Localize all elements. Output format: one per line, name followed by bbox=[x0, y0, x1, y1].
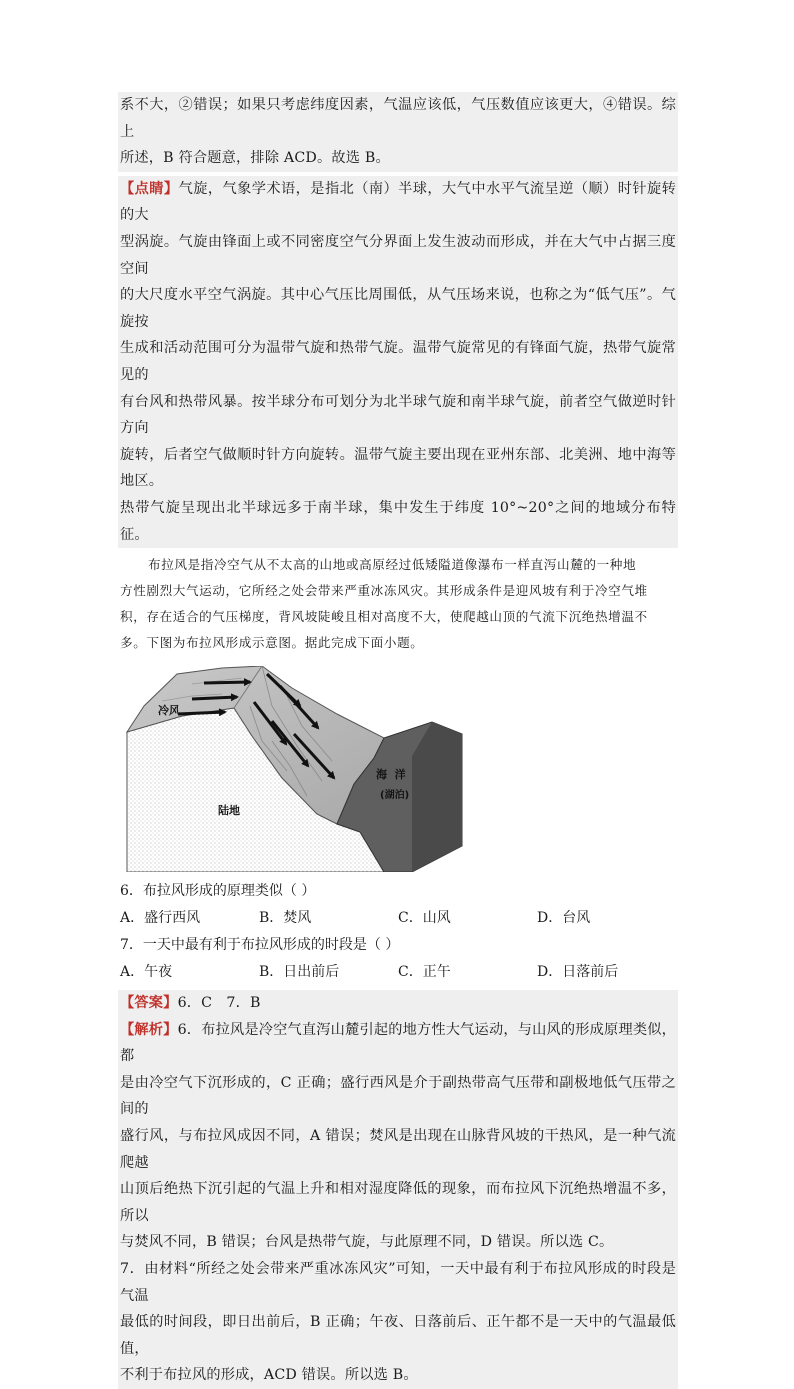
intro-block bbox=[118, 92, 678, 172]
option-d: D．台风 bbox=[537, 910, 591, 927]
option-d: D．日落前后 bbox=[537, 964, 619, 981]
intro-line: 所述，B 符合题意，排除 ACD。故选 B。 bbox=[120, 150, 390, 167]
diagram-graphic bbox=[122, 666, 467, 872]
analysis-line: 最低的时间段，即日出前后，B 正确；午夜、日落前后、正午都不是一天中的气温最低值， bbox=[120, 1314, 676, 1357]
bora-wind-diagram bbox=[122, 666, 467, 872]
passage-line: 多。下图为布拉风形成示意图。据此完成下面小题。 bbox=[120, 635, 424, 651]
analysis-line: 与焚风不同，B 错误；台风是热带气旋，与此原理不同，D 错误。所以选 C。 bbox=[120, 1234, 614, 1251]
option-row bbox=[118, 958, 678, 986]
option-a: A．午夜 bbox=[120, 964, 173, 981]
analysis-line: 是由冷空气下沉形成的，C 正确；盛行西风是介于副热带高气压带和副极地低气压带之间的 bbox=[120, 1074, 676, 1118]
dianjing-line: 【点睛】气旋，气象学术语，是指北（南）半球，大气中水平气流呈逆（顺）时针旋转的大 bbox=[120, 180, 676, 224]
analysis-line: 不利于布拉风的形成，ACD 错误。所以选 B。 bbox=[120, 1367, 418, 1384]
analysis-line: 7．由材料“所经之处会带来严重冰冻风灾”可知，一天中最有利于布拉风形成的时段是气温 bbox=[120, 1261, 676, 1304]
dianjing-tag: 【点睛】 bbox=[120, 180, 179, 197]
dianjing-block bbox=[118, 176, 678, 548]
passage-line: 积，存在适合的气压梯度，背风坡陡峻且相对高度不大，使爬越山顶的气流下沉绝热增温不 bbox=[120, 609, 648, 625]
analysis-line: 盛行风，与布拉风成因不同，A 错误；焚风是出现在山脉背风坡的干热风，是一种气流爬越 bbox=[120, 1128, 676, 1171]
question-stem: 7．一天中最有利于布拉风形成的时段是（ ） bbox=[120, 937, 400, 954]
document-page bbox=[118, 92, 678, 1389]
cold-wind-label: 冷风 bbox=[158, 704, 180, 718]
option-b: B．焚风 bbox=[259, 910, 312, 927]
question-stem: 6．布拉风形成的原理类似（ ） bbox=[120, 883, 316, 900]
passage-line: 布拉风是指冷空气从不太高的山地或高原经过低矮隘道像瀑布一样直泻山麓的一种地 bbox=[148, 557, 637, 573]
land-label: 陆地 bbox=[218, 804, 240, 818]
question-7 bbox=[118, 932, 678, 986]
question-6 bbox=[118, 878, 678, 932]
dianjing-line: 旋转，后者空气做顺时针方向旋转。温带气旋主要出现在亚州东部、北美洲、地中海等地区。 bbox=[120, 446, 676, 490]
analysis-line: 山顶后绝热下沉引起的气温上升和相对湿度降低的现象，而布拉风下沉绝热增温不多，所以 bbox=[120, 1181, 676, 1224]
lake-label: (湖泊) bbox=[380, 790, 410, 802]
analysis-tag: 【解析】 bbox=[120, 1021, 178, 1038]
option-a: A．盛行西风 bbox=[120, 910, 201, 927]
analysis-line: 【解析】6．布拉风是冷空气直泻山麓引起的地方性大气运动，与山风的形成原理类似，都 bbox=[120, 1021, 676, 1065]
option-c: C．山风 bbox=[398, 910, 451, 927]
dianjing-line: 热带气旋呈现出北半球远多于南半球，集中发生于纬度 10°~20°之间的地域分布特征。 bbox=[120, 499, 676, 543]
answer-line: 【答案】6．C 7．B bbox=[120, 995, 261, 1012]
passage bbox=[118, 552, 678, 656]
option-b: B．日出前后 bbox=[259, 964, 340, 981]
ocean-label: 海 洋 bbox=[376, 768, 406, 782]
answer-block bbox=[118, 990, 678, 1389]
dianjing-line: 生成和活动范围可分为温带气旋和热带气旋。温带气旋常见的有锋面气旋，热带气旋常见的 bbox=[120, 340, 676, 383]
answer-tag: 【答案】 bbox=[120, 995, 178, 1012]
passage-line: 方性剧烈大气运动，它所经之处会带来严重冰冻风灾。其形成条件是迎风坡有利于冷空气堆 bbox=[120, 583, 648, 599]
intro-line: 系不大，②错误；如果只考虑纬度因素，气温应该低，气压数值应该更大，④错误。综上 bbox=[120, 97, 676, 140]
dianjing-line: 的大尺度水平空气涡旋。其中心气压比周围低，从气压场来说，也称之为“低气压”。气旋按 bbox=[120, 287, 676, 330]
option-c: C．正午 bbox=[398, 964, 451, 981]
option-row bbox=[118, 904, 678, 932]
dianjing-line: 型涡旋。气旋由锋面上或不同密度空气分界面上发生波动而形成，并在大气中占据三度空间 bbox=[120, 233, 676, 277]
dianjing-line: 有台风和热带风暴。按半球分布可划分为北半球气旋和南半球气旋，前者空气做逆时针方向 bbox=[120, 393, 676, 437]
